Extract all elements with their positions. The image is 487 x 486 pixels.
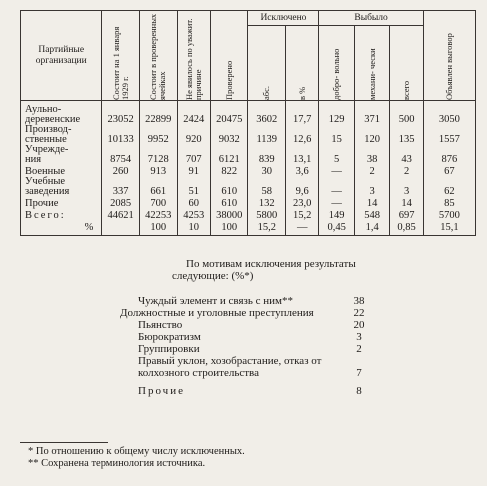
motive-label: Должностные и уголовные преступления bbox=[120, 307, 314, 319]
motive-value: 20 bbox=[353, 319, 365, 331]
header-reprimand: Объявлен выговор bbox=[423, 11, 475, 101]
cell: 30 bbox=[248, 165, 286, 177]
cell: 5800 bbox=[248, 209, 286, 221]
header-excluded-pct: в % bbox=[286, 26, 319, 101]
cell: 697 bbox=[390, 209, 423, 221]
cell: 3050 bbox=[423, 101, 475, 126]
table-row-total bbox=[21, 209, 476, 221]
table-row-percent bbox=[21, 221, 476, 236]
cell: 15,2 bbox=[286, 209, 319, 221]
motive-label: Пьянство bbox=[138, 319, 183, 331]
header-jan-1929: Состоит на 1 января 1929 г. bbox=[102, 11, 140, 101]
cell: 7128 bbox=[139, 145, 177, 165]
cell: 38000 bbox=[210, 209, 248, 221]
cell: 2 bbox=[354, 165, 389, 177]
cell: 23052 bbox=[102, 101, 140, 126]
cell: 0,45 bbox=[319, 221, 354, 236]
cell: 500 bbox=[390, 101, 423, 126]
table-row bbox=[21, 101, 476, 126]
row-label: Военные bbox=[21, 165, 102, 177]
cell: 913 bbox=[139, 165, 177, 177]
cell: 15,1 bbox=[423, 221, 475, 236]
cell: 17,7 bbox=[286, 101, 319, 126]
cell: 371 bbox=[354, 101, 389, 126]
motive-value: 38 bbox=[353, 295, 365, 307]
cell: — bbox=[286, 221, 319, 236]
cell: — bbox=[319, 165, 354, 177]
list-item bbox=[20, 331, 480, 343]
cell: 13,1 bbox=[286, 145, 319, 165]
header-verified-cells: Состоит в проверенных ячейках bbox=[139, 11, 177, 101]
cell: 43 bbox=[390, 145, 423, 165]
cell: 62 bbox=[423, 177, 475, 197]
cell: 60 bbox=[177, 197, 210, 209]
table-row bbox=[21, 165, 476, 177]
cell: 822 bbox=[210, 165, 248, 177]
cell: 22899 bbox=[139, 101, 177, 126]
cell: 0,85 bbox=[390, 221, 423, 236]
cell: 548 bbox=[354, 209, 389, 221]
cell: 67 bbox=[423, 165, 475, 177]
cell: 2424 bbox=[177, 101, 210, 126]
motive-label: Правый уклон, хозобрастание, отказ от колхозного строительства bbox=[138, 355, 322, 379]
cell: 5700 bbox=[423, 209, 475, 221]
footnote-divider bbox=[20, 442, 108, 443]
cell: 12,6 bbox=[286, 125, 319, 145]
cell: 14 bbox=[390, 197, 423, 209]
cell: 260 bbox=[102, 165, 140, 177]
row-label: Учебные заведения bbox=[21, 177, 102, 197]
list-item bbox=[20, 385, 480, 397]
cell: 2 bbox=[390, 165, 423, 177]
cell: 707 bbox=[177, 145, 210, 165]
cell: 15,2 bbox=[248, 221, 286, 236]
row-label: Производ- ственные bbox=[21, 125, 102, 145]
cell: 91 bbox=[177, 165, 210, 177]
cell: 6121 bbox=[210, 145, 248, 165]
list-item bbox=[20, 319, 480, 331]
cell: 51 bbox=[177, 177, 210, 197]
list-item bbox=[20, 307, 480, 319]
cell: 3602 bbox=[248, 101, 286, 126]
motive-label: Прочие bbox=[138, 385, 185, 397]
motives-list bbox=[20, 295, 480, 397]
motives-intro: По мотивам исключения результаты следующие: (%*) bbox=[172, 258, 356, 282]
cell: 100 bbox=[139, 221, 177, 236]
row-label: Всего: bbox=[21, 209, 102, 221]
cell: 1139 bbox=[248, 125, 286, 145]
cell: 120 bbox=[354, 125, 389, 145]
cell: 2085 bbox=[102, 197, 140, 209]
cell: 100 bbox=[210, 221, 248, 236]
row-label: Аульно- деревенские bbox=[21, 101, 102, 126]
cell: 610 bbox=[210, 197, 248, 209]
header-not-appeared: Не явилось по уважит. причине bbox=[177, 11, 210, 101]
list-item bbox=[20, 343, 480, 355]
motive-value: 8 bbox=[356, 385, 362, 397]
table-row bbox=[21, 177, 476, 197]
cell: 23,0 bbox=[286, 197, 319, 209]
motive-value: 2 bbox=[356, 343, 362, 355]
cell: 5 bbox=[319, 145, 354, 165]
table-row bbox=[21, 197, 476, 209]
header-org: Партийные организации bbox=[21, 11, 102, 101]
table-row bbox=[21, 145, 476, 165]
cell: 14 bbox=[354, 197, 389, 209]
header-left-mechanical: механи- чески bbox=[354, 26, 389, 101]
cell: 135 bbox=[390, 125, 423, 145]
cell: 3 bbox=[354, 177, 389, 197]
motive-label: Бюрократизм bbox=[138, 331, 201, 343]
cell: 9,6 bbox=[286, 177, 319, 197]
cell: 129 bbox=[319, 101, 354, 126]
cell: 132 bbox=[248, 197, 286, 209]
motive-value: 3 bbox=[356, 331, 362, 343]
cell: 839 bbox=[248, 145, 286, 165]
cell: 920 bbox=[177, 125, 210, 145]
cell: 3,6 bbox=[286, 165, 319, 177]
cell: 10 bbox=[177, 221, 210, 236]
motive-label: Чуждый элемент и связь с ним** bbox=[138, 295, 294, 307]
cell: 876 bbox=[423, 145, 475, 165]
cell: 337 bbox=[102, 177, 140, 197]
row-label: % bbox=[21, 221, 102, 236]
cell: 85 bbox=[423, 197, 475, 209]
cell: — bbox=[319, 197, 354, 209]
cell: 42253 bbox=[139, 209, 177, 221]
header-excluded-abs: абс. bbox=[248, 26, 286, 101]
cell: 15 bbox=[319, 125, 354, 145]
cell: 9952 bbox=[139, 125, 177, 145]
header-left-voluntary: добро- вольно bbox=[319, 26, 354, 101]
cell: 3 bbox=[390, 177, 423, 197]
motive-label: Группировки bbox=[138, 343, 200, 355]
cell: — bbox=[319, 177, 354, 197]
list-item bbox=[20, 355, 480, 379]
cell: 4253 bbox=[177, 209, 210, 221]
cell: 8754 bbox=[102, 145, 140, 165]
header-group-left: Выбыло bbox=[319, 11, 423, 26]
party-purge-table bbox=[20, 10, 476, 236]
footnote-2: ** Сохранена терминология источника. bbox=[28, 458, 206, 469]
footnote-1: * По отношению к общему числу исключенных. bbox=[28, 446, 245, 457]
motive-value: 7 bbox=[356, 367, 362, 379]
footnotes bbox=[28, 446, 245, 470]
cell: 1557 bbox=[423, 125, 475, 145]
motive-value: 22 bbox=[353, 307, 365, 319]
cell: 610 bbox=[210, 177, 248, 197]
cell: 661 bbox=[139, 177, 177, 197]
exclusion-motives bbox=[20, 258, 480, 397]
header-left-total: всего bbox=[390, 26, 423, 101]
header-checked: Проверено bbox=[210, 11, 248, 101]
cell: 1,4 bbox=[354, 221, 389, 236]
cell: 44621 bbox=[102, 209, 140, 221]
cell: 20475 bbox=[210, 101, 248, 126]
cell bbox=[102, 221, 140, 236]
cell: 10133 bbox=[102, 125, 140, 145]
cell: 58 bbox=[248, 177, 286, 197]
header-group-excluded: Исключено bbox=[248, 11, 319, 26]
table-row bbox=[21, 125, 476, 145]
cell: 9032 bbox=[210, 125, 248, 145]
row-label: Прочие bbox=[21, 197, 102, 209]
cell: 38 bbox=[354, 145, 389, 165]
cell: 700 bbox=[139, 197, 177, 209]
list-item bbox=[20, 295, 480, 307]
cell: 149 bbox=[319, 209, 354, 221]
row-label: Учрежде- ния bbox=[21, 145, 102, 165]
